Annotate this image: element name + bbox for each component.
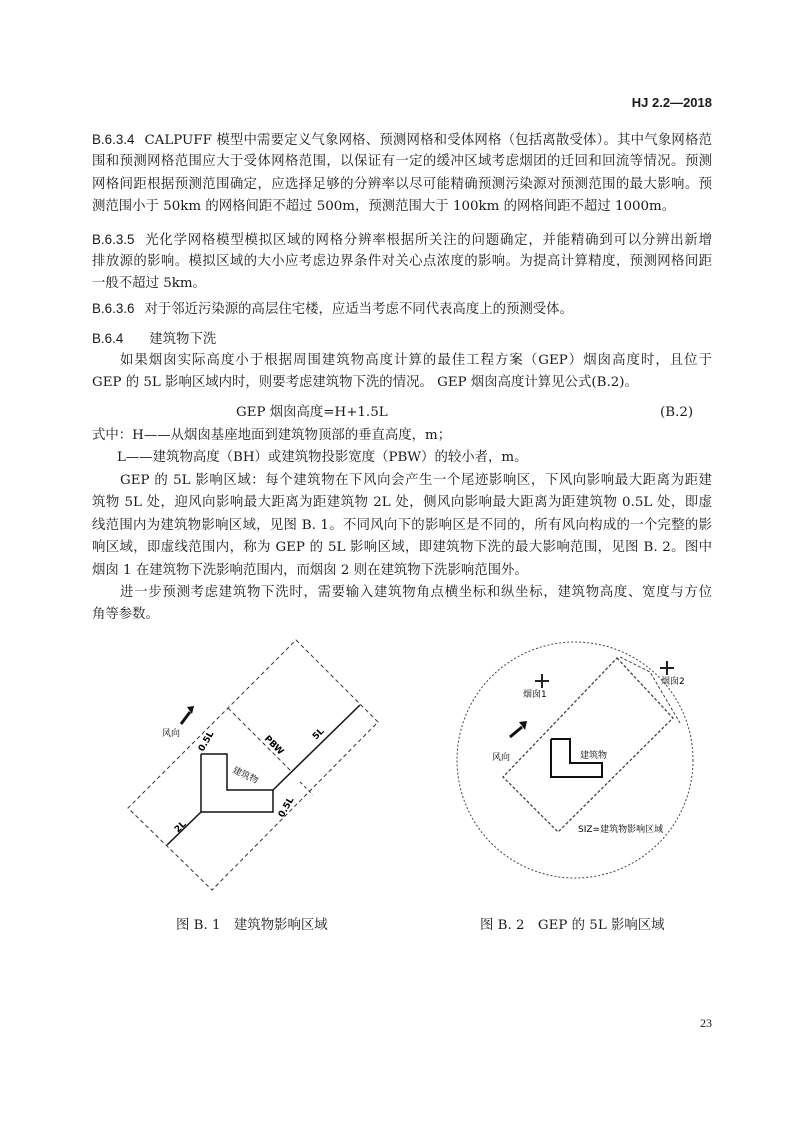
stack2-label: 烟囱2 — [661, 677, 685, 687]
paragraph-line: 网格间距根据预测范围确定，应选择足够的分辨率以尽可能精确预测污染源对预测范围的最大影响。预 — [92, 177, 712, 192]
figure-b1-caption: 图 B. 1 建筑物影响区域 — [176, 918, 328, 933]
page-number: 23 — [700, 1016, 712, 1030]
line-5l — [273, 705, 360, 790]
stack2-marker-icon — [660, 661, 674, 675]
building-label: 建筑物 — [580, 751, 608, 761]
figure-b2-caption: 图 B. 2 GEP 的 5L 影响区域 — [480, 918, 665, 933]
paragraph-line: 线范围内为建筑物影响区域，见图 B. 1。不同风向下的影响区是不同的，所有风向构成的一个完整的影 — [92, 518, 712, 533]
standard-number: HJ 2.2—2018 — [631, 95, 712, 110]
influence-zone-dashed — [128, 640, 378, 890]
paragraph-line: 响区域，即虚线范围内，称为 GEP 的 5L 影响区域，即建筑物下洗的最大影响范围，见图 B. 2。图中 — [92, 540, 712, 555]
paragraph-line: B.6.3.4 CALPUFF 模型中需要定义气象网格、预测网格和受体网格（包括离散受体）。其中气象网格范 — [92, 132, 712, 148]
label-pbw: PBW — [261, 734, 286, 758]
building-outline — [201, 754, 273, 812]
paragraph-line: GEP 的 5L 影响区域内时，则要考虑建筑物下洗的情况。 GEP 烟囱高度计算见公式(B.2)。 — [92, 375, 638, 390]
section-b6-3-6: B.6.3.6 对于邻近污染源的高层住宅楼，应适当考虑不同代表高度上的预测受体。 — [92, 301, 573, 317]
wind-arrow-icon — [510, 727, 522, 737]
paragraph-line: 角等参数。 — [92, 607, 159, 622]
influence-zone-dashed — [503, 658, 673, 832]
pbw-dashed-line — [228, 708, 291, 771]
paragraph-line: 一般不超过 5km。 — [92, 276, 206, 291]
paragraph-line: 围和预测网格范围应大于受体网格范围，以保证有一定的缓冲区域考虑烟团的迁回和回流等情况。预测 — [92, 154, 712, 169]
formula-number: (B.2) — [660, 405, 694, 420]
label-5l: 5L — [311, 726, 327, 743]
paragraph-line: GEP 的 5L 影响区域：每个建筑物在下风向会产生一个尾迹影响区，下风向影响最大距离为距建 — [120, 473, 712, 488]
paragraph-line: 排放源的影响。模拟区域的大小应考虑边界条件对关心点浓度的影响。为提高计算精度，预测网格间距 — [92, 254, 712, 269]
where-h: 式中：H——从烟囱基座地面到建筑物顶部的垂直高度，m； — [92, 428, 452, 443]
stack1-marker-icon — [535, 674, 549, 688]
figure-b1 — [128, 640, 378, 890]
section-b6-4-heading: B.6.4 建筑物下洗 — [92, 331, 217, 347]
wind-label: 风向 — [492, 753, 511, 763]
wind-arrow-icon — [181, 712, 190, 724]
paragraph-line: 烟囱 1 在建筑物下洗影响范围内，而烟囱 2 则在建筑物下洗影响范围外。 — [92, 563, 528, 578]
label-0-5l-top: 0.5L — [196, 729, 217, 754]
paragraph-line: 进一步预测考虑建筑物下洗时，需要输入建筑物角点横坐标和纵坐标，建筑物高度、宽度与方位 — [120, 585, 712, 600]
formula: GEP 烟囱高度=H+1.5L — [236, 405, 388, 420]
paragraph-line: 测范围小于 50km 的网格间距不超过 500m，预测范围大于 100km 的网格间距不超过 1000m。 — [92, 199, 676, 214]
paragraph-line: 筑物 5L 处，迎风向影响最大距离为距建筑物 2L 处，侧风向影响最大距离为距建筑物 0.5L 处，即虚 — [92, 495, 712, 510]
wind-label: 风向 — [162, 729, 181, 739]
paragraph-line: 如果烟囱实际高度小于根据周围建筑物高度计算的最佳工程方案（GEP）烟囱高度时，且位于 — [120, 353, 712, 368]
side-dashed-line — [300, 782, 313, 795]
building-label: 建筑物 — [230, 765, 260, 787]
zone-edge-dashed — [620, 657, 680, 723]
paragraph-line: B.6.3.5 光化学网格模型模拟区域的网格分辨率根据所关注的问题确定，并能精确到可以分辨出新增 — [92, 232, 712, 248]
label-2l: 2L — [173, 819, 189, 836]
label-0-5l-bottom: 0.5L — [276, 795, 297, 820]
siz-label: SIZ=建筑物影响区域 — [578, 825, 664, 835]
where-l: L——建筑物高度（BH）或建筑物投影宽度（PBW）的较小者，m。 — [117, 450, 528, 465]
stack1-label: 烟囱1 — [523, 690, 547, 700]
